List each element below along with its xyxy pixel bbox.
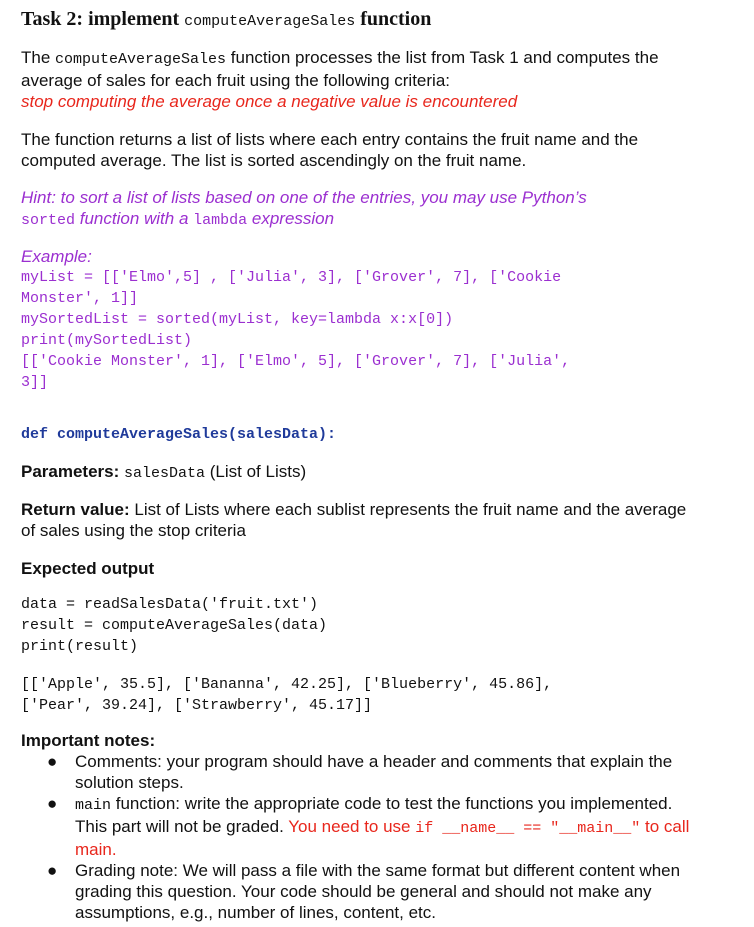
hint-text-2: function with a [75, 209, 194, 228]
note-main-red-text: You need to use [288, 817, 416, 836]
note-main-code: main [75, 797, 112, 814]
parameters-section [21, 461, 701, 484]
stop-criteria-text: stop computing the average once a negative value is encountered [21, 92, 518, 111]
title-func: computeAverageSales [184, 13, 356, 30]
example-code-line: 3]] [21, 374, 49, 391]
important-notes-label: Important notes: [21, 731, 156, 750]
note-grading-text: Grading note: We will pass a file with the same format but different content when grading this question. Your code should be general and should not make any assumptions, e.g., number of lines, content, etc. [75, 861, 681, 922]
return-value-section [21, 499, 701, 541]
note-main-red-code: if __name__ == "__main__" [415, 820, 641, 837]
intro-text-2: function processes the list from Task 1 and computes the average of sales for each fruit using the following criteria: [21, 48, 659, 90]
title-prefix: Task 2: implement [21, 8, 185, 30]
note-item [21, 751, 701, 793]
example-code-line: print(mySortedList) [21, 332, 193, 349]
example-code-line: Monster', 1]] [21, 290, 139, 307]
note-item [21, 793, 701, 860]
expected-output-result [21, 674, 701, 716]
intro-func-code: computeAverageSales [55, 51, 227, 68]
notes-list-container [21, 751, 701, 923]
output-result-line: [['Apple', 35.5], ['Bananna', 42.25], ['Blueberry', 45.86], [21, 676, 553, 693]
example-code-line: mySortedList = sorted(myList, key=lambda x:x[0]) [21, 311, 454, 328]
return-value-desc: List of Lists where each sublist represents the fruit name and the average of sales using the stop criteria [21, 500, 687, 540]
bullet-icon: ● [47, 861, 58, 880]
title-suffix: function [355, 8, 432, 30]
function-signature: def computeAverageSales(salesData): [21, 426, 337, 443]
parameters-label: Parameters: [21, 462, 120, 481]
example-label: Example: [21, 247, 92, 266]
bullet-icon: ● [47, 794, 58, 813]
hint-text-1: Hint: to sort a list of lists based on one of the entries, you may use Python’s [21, 188, 587, 207]
note-main-red-text-2: to call main. [75, 817, 690, 859]
note-main-text: function: write the appropriate code to test the functions you implemented. This part will not be graded. [75, 794, 673, 836]
hint-text-3: expression [247, 209, 335, 228]
bullet-icon: ● [47, 752, 58, 771]
parameters-desc: (List of Lists) [205, 462, 307, 481]
notes-list [21, 751, 701, 923]
intro-text-1: The [21, 48, 56, 67]
output-result-line: ['Pear', 39.24], ['Strawberry', 45.17]] [21, 697, 373, 714]
example-block [21, 246, 701, 393]
output-code-line: print(result) [21, 638, 139, 655]
hint-code-sorted: sorted [21, 212, 76, 229]
hint-code-lambda: lambda [193, 212, 248, 229]
example-code-line: [['Cookie Monster', 1], ['Elmo', 5], ['Grover', 7], ['Julia', [21, 353, 571, 370]
return-value-label: Return value: [21, 500, 130, 519]
intro-paragraph [21, 47, 701, 112]
expected-output-code [21, 594, 701, 657]
page-title [21, 7, 431, 34]
parameters-name: salesData [124, 465, 206, 482]
note-item [21, 860, 701, 923]
expected-output-label: Expected output [21, 559, 155, 578]
output-code-line: result = computeAverageSales(data) [21, 617, 328, 634]
note-comments-text: Comments: your program should have a header and comments that explain the solution steps. [75, 752, 673, 792]
example-code-line: myList = [['Elmo',5] , ['Julia', 3], ['Grover', 7], ['Cookie [21, 269, 562, 286]
returns-paragraph: The function returns a list of lists where each entry contains the fruit name and the computed average. The list is sorted ascendingly on the fruit name. [21, 130, 639, 170]
hint-paragraph [21, 187, 701, 231]
output-code-line: data = readSalesData('fruit.txt') [21, 596, 319, 613]
